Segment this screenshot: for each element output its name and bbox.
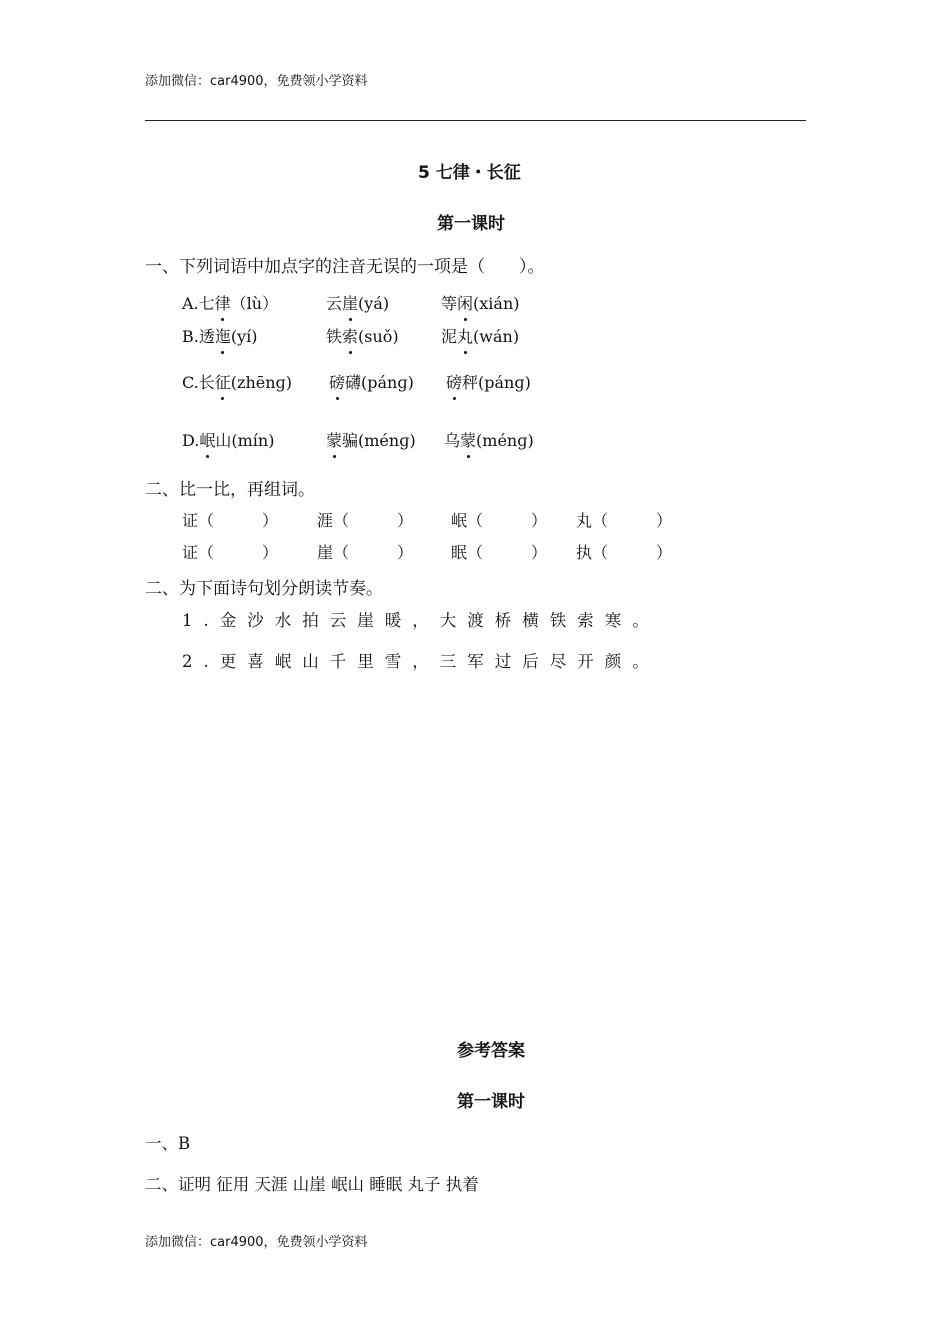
option-c-item-2: 磅礴(pánɡ)	[329, 370, 414, 393]
dotted-char: 磅	[446, 370, 462, 393]
dotted-char: 蒙	[460, 428, 476, 451]
compare-cell: 证（ ）	[182, 543, 279, 562]
compare-cell: 涯（ ）	[317, 511, 414, 530]
option-label: D.	[182, 431, 200, 450]
answers-title: 参考答案	[457, 1041, 525, 1061]
option-c-item-3: 磅秤(pánɡ)	[446, 370, 531, 393]
answers-subtitle: 第一课时	[457, 1092, 525, 1112]
option-b-item-2: 铁索(suǒ)	[326, 324, 399, 347]
dotted-char: 岷	[199, 428, 215, 451]
poem-line: 1.金沙水拍云崖暖，大渡桥横铁索寒。	[182, 611, 660, 630]
option-b: B.透迤(yí)	[182, 324, 258, 347]
option-c: C.长征(zhēnɡ)	[182, 370, 292, 393]
option-d-item-3: 乌蒙(ménɡ)	[444, 428, 534, 451]
dotted-char: 迤	[215, 324, 231, 347]
question-1-prompt: 一、下列词语中加点字的注音无误的一项是（ ）。	[145, 257, 545, 277]
option-d: D.岷山(mín)	[182, 428, 274, 451]
option-a-item-2: 云崖(yá)	[326, 291, 389, 314]
dotted-char: 丸	[457, 324, 473, 347]
dotted-char: 磅	[329, 370, 345, 393]
dotted-char: 闲	[457, 291, 473, 314]
option-d-item-2: 蒙骗(ménɡ)	[326, 428, 416, 451]
option-b-item-3: 泥丸(wán)	[441, 324, 519, 347]
dotted-char: 律	[215, 291, 231, 314]
question-3-prompt: 二、为下面诗句划分朗读节奏。	[145, 579, 383, 599]
page-header: 添加微信：car4900，免费领小学资料	[145, 74, 368, 89]
dotted-char: 蒙	[326, 428, 342, 451]
page-footer: 添加微信：car4900，免费领小学资料	[145, 1235, 368, 1250]
compare-cell: 丸（ ）	[576, 511, 673, 530]
dotted-char: 征	[215, 370, 231, 393]
answer-2: 二、证明 征用 天涯 山崖 岷山 睡眠 丸子 执着	[145, 1175, 479, 1194]
compare-cell: 执（ ）	[576, 543, 673, 562]
option-label: B.	[182, 327, 199, 346]
compare-cell: 眠（ ）	[451, 543, 548, 562]
section-subtitle: 第一课时	[437, 214, 505, 234]
poem-line: 2.更喜岷山千里雪，三军过后尽开颜。	[182, 652, 660, 671]
dotted-char: 索	[342, 324, 358, 347]
compare-cell: 证（ ）	[182, 511, 279, 530]
option-a-item-3: 等闲(xián)	[441, 291, 520, 314]
question-2-prompt: 二、比一比，再组词。	[145, 480, 315, 500]
option-label: A.	[182, 294, 199, 313]
compare-cell: 岷（ ）	[451, 511, 548, 530]
dotted-char: 崖	[342, 291, 358, 314]
answer-1: 一、B	[145, 1134, 191, 1153]
compare-cell: 崖（ ）	[317, 543, 414, 562]
header-divider	[145, 120, 806, 121]
option-a: A.七律（lù）	[182, 291, 278, 314]
option-label: C.	[182, 373, 199, 392]
lesson-title: 5 七律・长征	[418, 163, 521, 183]
